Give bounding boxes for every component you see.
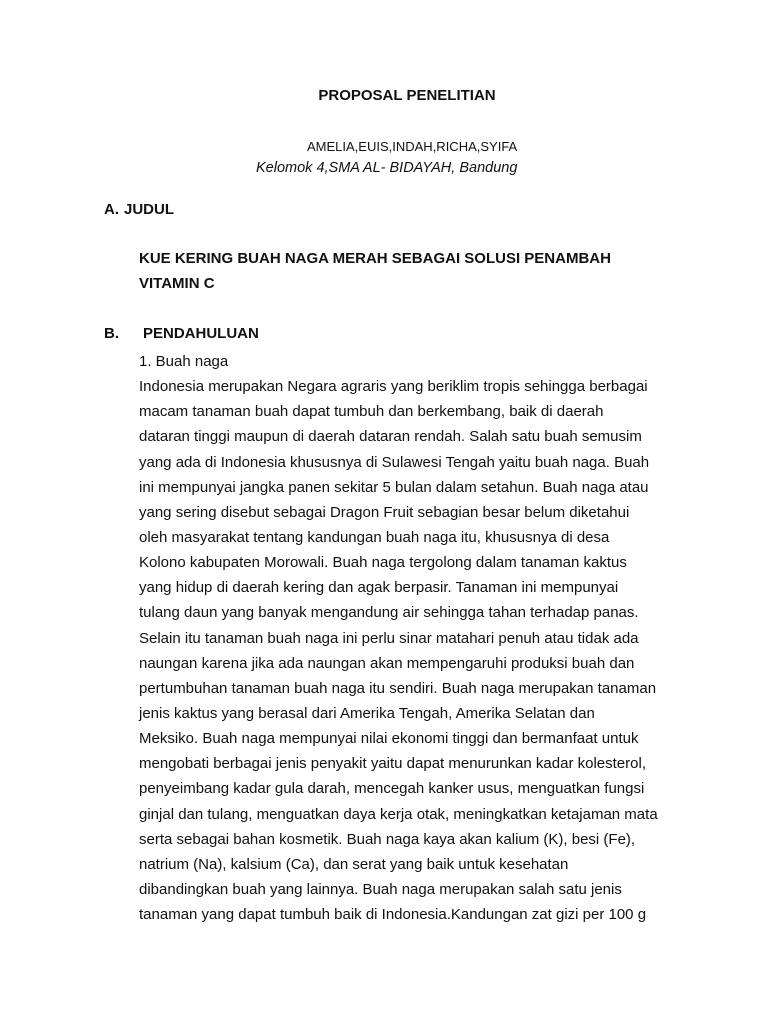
affiliation-line: Kelomok 4,SMA AL- BIDAYAH, Bandung	[256, 160, 518, 176]
body-line: Indonesia merupakan Negara agraris yang beriklim tropis sehingga berbagai	[139, 378, 648, 396]
section-a-heading: JUDUL	[124, 201, 175, 218]
body-line: oleh masyarakat tentang kandungan buah naga itu, khususnya di desa	[139, 528, 610, 546]
body-line: natrium (Na), kalsium (Ca), dan serat yang baik untuk kesehatan	[139, 855, 569, 873]
research-title-line-1: KUE KERING BUAH NAGA MERAH SEBAGAI SOLUSI PENAMBAH	[139, 250, 611, 267]
document-title: PROPOSAL PENELITIAN	[318, 87, 496, 104]
section-b-body	[139, 349, 679, 927]
body-line: ini mempunyai jangka panen sekitar 5 bulan dalam setahun. Buah naga atau	[139, 478, 649, 496]
body-line: Meksiko. Buah naga mempunyai nilai ekonomi tinggi dan bermanfaat untuk	[139, 730, 639, 748]
body-line: yang ada di Indonesia khususnya di Sulawesi Tengah yaitu buah naga. Buah	[139, 453, 650, 471]
body-line: macam tanaman buah dapat tumbuh dan berkembang, baik di daerah	[139, 403, 604, 421]
body-line: yang sering disebut sebagai Dragon Fruit sebagian besar belum diketahui	[139, 503, 630, 521]
body-line: ginjal dan tulang, menguatkan daya kerja otak, meningkatkan ketajaman mata	[139, 805, 658, 823]
section-a-number: A.	[104, 201, 119, 218]
body-line: tanaman yang dapat tumbuh baik di Indonesia.Kandungan zat gizi per 100 g	[139, 906, 647, 924]
body-line: tulang daun yang banyak mengandung air sehingga tahan terhadap panas.	[139, 604, 639, 622]
body-line: dibandingkan buah yang lainnya. Buah naga merupakan salah satu jenis	[139, 880, 622, 898]
section-b-number: B.	[104, 325, 119, 342]
body-line: pertumbuhan tanaman buah naga itu sendiri. Buah naga merupakan tanaman	[139, 679, 657, 697]
body-line: serta sebagai bahan kosmetik. Buah naga kaya akan kalium (K), besi (Fe),	[139, 830, 636, 848]
body-line: penyeimbang kadar gula darah, mencegah kanker usus, menguatkan fungsi	[139, 780, 645, 798]
body-line: 1. Buah naga	[139, 353, 229, 370]
research-title-line-2: VITAMIN C	[139, 275, 215, 292]
body-line: Selain itu tanaman buah naga ini perlu sinar matahari penuh atau tidak ada	[139, 629, 639, 647]
body-line: dataran tinggi maupun di daerah dataran rendah. Salah satu buah semusim	[139, 428, 642, 446]
body-line: Kolono kabupaten Morowali. Buah naga tergolong dalam tanaman kaktus	[139, 554, 627, 572]
body-line: jenis kaktus yang berasal dari Amerika Tengah, Amerika Selatan dan	[139, 704, 595, 722]
section-b-heading: PENDAHULUAN	[143, 325, 259, 342]
body-line: yang hidup di daerah kering dan agak berpasir. Tanaman ini mempunyai	[139, 579, 619, 597]
body-line: mengobati berbagai jenis penyakit yaitu dapat menurunkan kadar kolesterol,	[139, 755, 646, 773]
authors-line: AMELIA,EUIS,INDAH,RICHA,SYIFA	[307, 139, 518, 154]
body-line: naungan karena jika ada naungan akan mempengaruhi produksi buah dan	[139, 654, 635, 672]
